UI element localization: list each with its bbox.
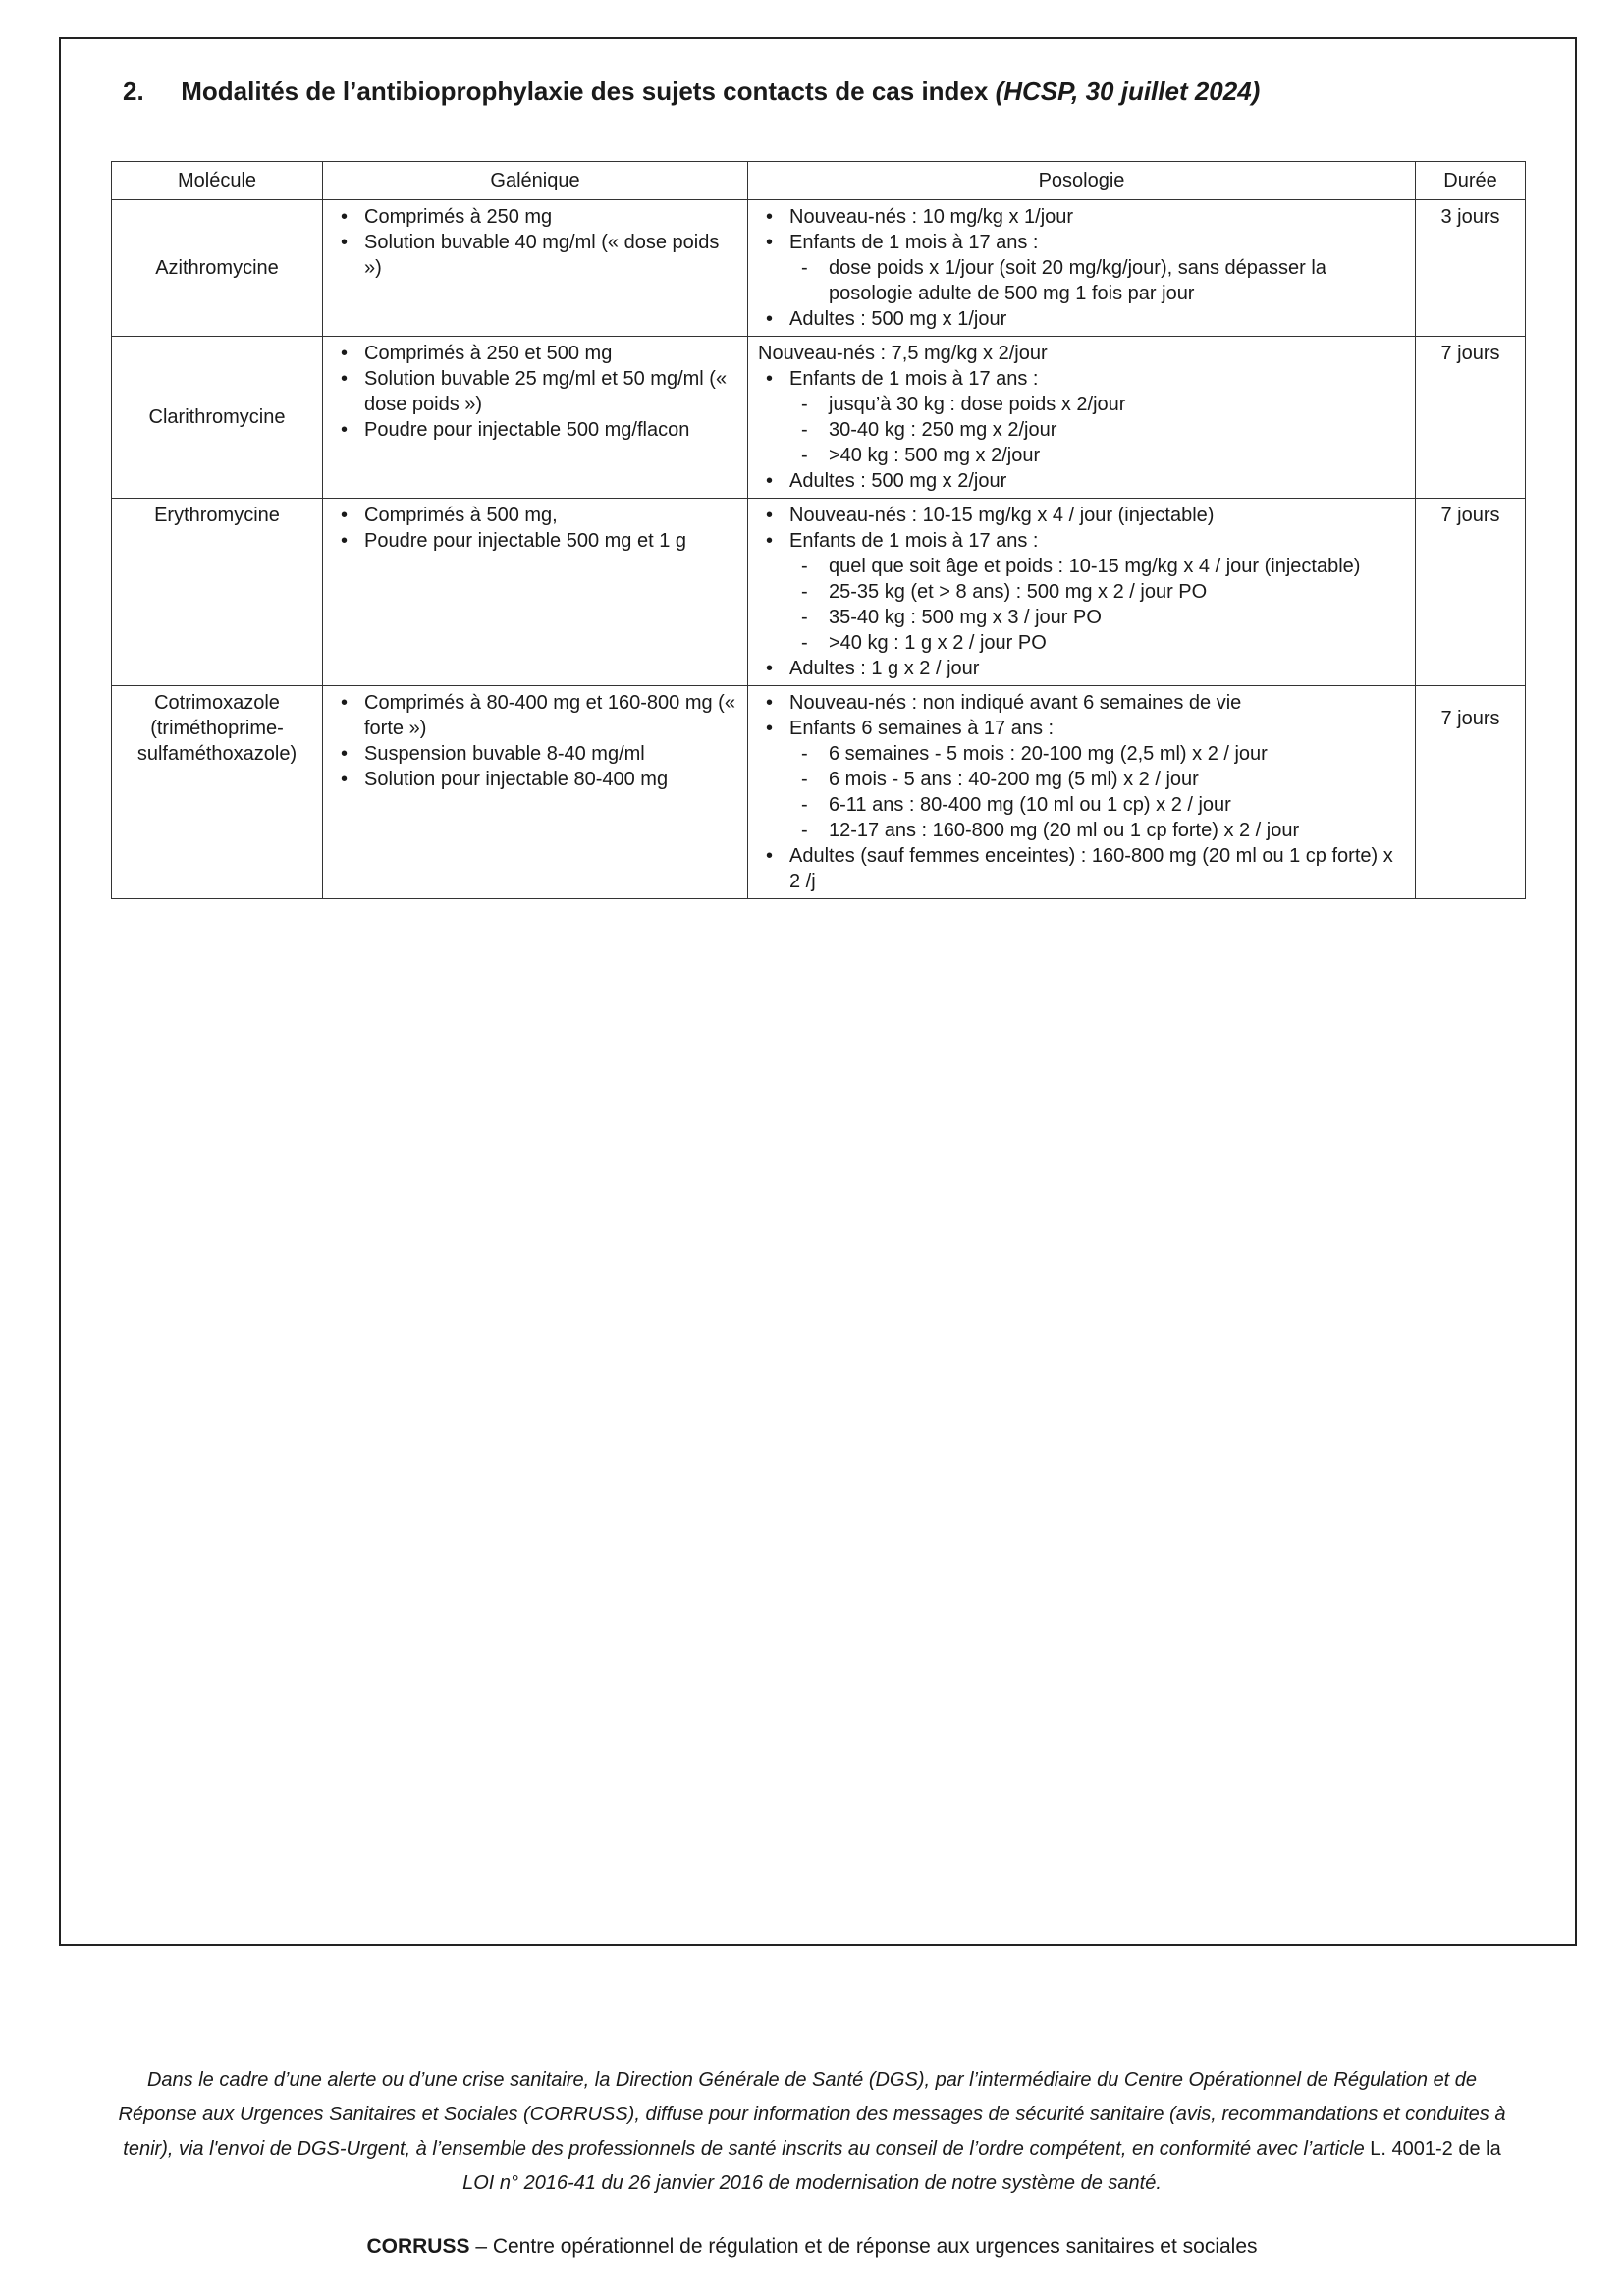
list-item (758, 528, 1405, 656)
header-molecule: Molécule (112, 162, 323, 200)
duree-cell: 3 jours (1416, 200, 1526, 337)
table-row (112, 686, 1526, 899)
org-description: – Centre opérationnel de régulation et de réponse aux urgences sanitaires et sociales (475, 2235, 1258, 2258)
list-item: • Comprimés à 500 mg, (333, 503, 737, 528)
sub-list-item: - 6 semaines - 5 mois : 20-100 mg (2,5 ml) x 2 / jour (789, 741, 1405, 767)
list-item: • Nouveau-nés : non indiqué avant 6 semaines de vie (758, 690, 1405, 716)
list-item: • Adultes : 500 mg x 2/jour (758, 468, 1405, 494)
section-title: Modalités de l’antibioprophylaxie des sujets contacts de cas index (181, 77, 989, 106)
footer-text-2: LOI n° 2016-41 du 26 janvier 2016 de modernisation de notre système de santé. (462, 2172, 1162, 2194)
list-item (758, 366, 1405, 468)
sub-list-item: - 12-17 ans : 160-800 mg (20 ml ou 1 cp forte) x 2 / jour (789, 818, 1405, 843)
list-item: • Nouveau-nés : 10-15 mg/kg x 4 / jour (injectable) (758, 503, 1405, 528)
sub-list-item: - quel que soit âge et poids : 10-15 mg/kg x 4 / jour (injectable) (789, 554, 1405, 579)
footer-disclaimer (108, 2063, 1516, 2201)
posologie-lead: Nouveau-nés : 7,5 mg/kg x 2/jour (758, 343, 1048, 364)
list-item: • Comprimés à 250 et 500 mg (333, 341, 737, 366)
list-item: • Suspension buvable 8-40 mg/ml (333, 741, 737, 767)
antibioprophylaxis-table (111, 161, 1526, 899)
list-item: • Adultes (sauf femmes enceintes) : 160-800 mg (20 ml ou 1 cp forte) x 2 /j (758, 843, 1405, 894)
list-item: • Adultes : 1 g x 2 / jour (758, 656, 1405, 681)
list-item-label: Enfants 6 semaines à 17 ans : (789, 718, 1055, 739)
sub-list-item: - 30-40 kg : 250 mg x 2/jour (789, 417, 1405, 443)
duree-cell: 7 jours (1416, 337, 1526, 499)
list-item-label: Enfants de 1 mois à 17 ans : (789, 530, 1039, 552)
section-number: 2. (123, 77, 144, 106)
header-galenique: Galénique (323, 162, 748, 200)
molecule-cell: Clarithromycine (112, 337, 323, 499)
sub-list-item: - 25-35 kg (et > 8 ans) : 500 mg x 2 / jour PO (789, 579, 1405, 605)
galenique-cell (323, 686, 748, 899)
posologie-cell (748, 200, 1416, 337)
list-item: • Poudre pour injectable 500 mg/flacon (333, 417, 737, 443)
section-heading (123, 77, 1260, 107)
duree-cell: 7 jours (1416, 499, 1526, 686)
sub-list-item: - 35-40 kg : 500 mg x 3 / jour PO (789, 605, 1405, 630)
posologie-cell (748, 499, 1416, 686)
list-item: • Solution buvable 25 mg/ml et 50 mg/ml (« dose poids ») (333, 366, 737, 417)
galenique-cell (323, 337, 748, 499)
list-item: • Solution buvable 40 mg/ml (« dose poids ») (333, 230, 737, 281)
org-name: CORRUSS (366, 2235, 470, 2258)
galenique-cell (323, 499, 748, 686)
section-reference: (HCSP, 30 juillet 2024) (995, 77, 1261, 106)
list-item: • Poudre pour injectable 500 mg et 1 g (333, 528, 737, 554)
table-row (112, 337, 1526, 499)
footer-article: L. 4001-2 de la (1370, 2138, 1501, 2160)
list-item: • Solution pour injectable 80-400 mg (333, 767, 737, 792)
sub-list-item: - jusqu’à 30 kg : dose poids x 2/jour (789, 392, 1405, 417)
list-item: • Nouveau-nés : 10 mg/kg x 1/jour (758, 204, 1405, 230)
molecule-cell: Erythromycine (112, 499, 323, 686)
molecule-cell: Cotrimoxazole (triméthoprime-sulfaméthoxazole) (112, 686, 323, 899)
header-duree: Durée (1416, 162, 1526, 200)
sub-list-item: - 6 mois - 5 ans : 40-200 mg (5 ml) x 2 / jour (789, 767, 1405, 792)
footer-text-1: Dans le cadre d’une alerte ou d’une crise sanitaire, la Direction Générale de Santé (DGS), par l’intermédiaire du Centre Opérationnel de Régulation et de Réponse aux Urgences Sanitaires et Sociales (CORRUSS), diffuse pour information des messages de sécurité sanitaire (avis, recommandations et conduites à tenir), via l'envoi de DGS-Urgent, à l’ensemble des professionnels de santé inscrits au conseil de l’ordre compétent, en conformité avec l’article (118, 2069, 1506, 2160)
sub-list-item: - dose poids x 1/jour (soit 20 mg/kg/jour), sans dépasser la posologie adulte de 500 mg 1 fois par jour (789, 255, 1405, 306)
list-item: • Comprimés à 80-400 mg et 160-800 mg (« forte ») (333, 690, 737, 741)
molecule-cell: Azithromycine (112, 200, 323, 337)
header-posologie: Posologie (748, 162, 1416, 200)
duree-cell: 7 jours (1416, 686, 1526, 899)
table-row (112, 200, 1526, 337)
sub-list-item: - >40 kg : 1 g x 2 / jour PO (789, 630, 1405, 656)
list-item (758, 230, 1405, 306)
posologie-cell (748, 337, 1416, 499)
list-item-label: Enfants de 1 mois à 17 ans : (789, 368, 1039, 390)
list-item: • Comprimés à 250 mg (333, 204, 737, 230)
sub-list-item: - >40 kg : 500 mg x 2/jour (789, 443, 1405, 468)
table-row (112, 499, 1526, 686)
galenique-cell (323, 200, 748, 337)
table-header-row (112, 162, 1526, 200)
list-item (758, 716, 1405, 843)
posologie-cell (748, 686, 1416, 899)
sub-list-item: - 6-11 ans : 80-400 mg (10 ml ou 1 cp) x 2 / jour (789, 792, 1405, 818)
list-item: • Adultes : 500 mg x 1/jour (758, 306, 1405, 332)
footer-organization (0, 2235, 1624, 2259)
list-item-label: Enfants de 1 mois à 17 ans : (789, 232, 1039, 253)
